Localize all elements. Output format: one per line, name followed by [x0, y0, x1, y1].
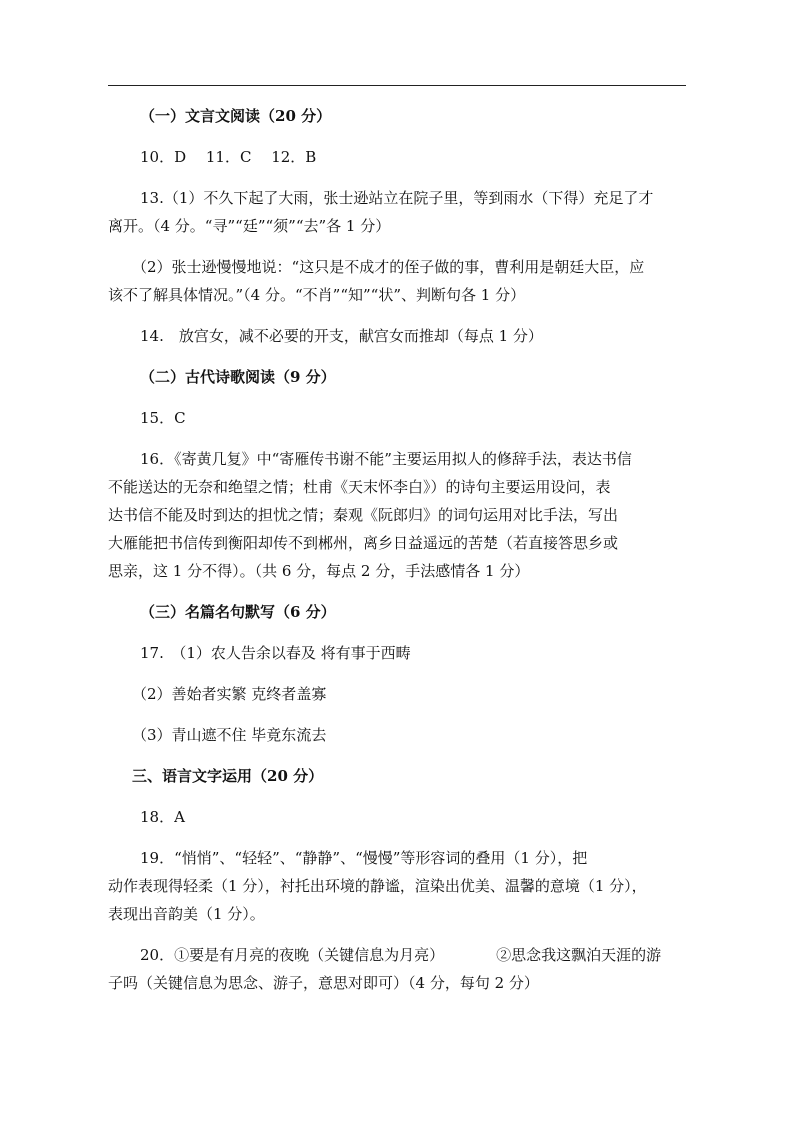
answer-q19-line3: 表现出音韵美（1 分）。: [108, 905, 265, 923]
answer-q16-line5: 思亲，这 1 分不得）。（共 6 分，每点 2 分，手法感情各 1 分）: [108, 562, 530, 580]
answer-q19-line2: 动作表现得轻柔（1 分），衬托出环境的静谧，渲染出优美、温馨的意境（1 分），: [108, 877, 647, 895]
header-rule: [108, 85, 686, 86]
answer-q16-line4: 大雁能把书信传到衡阳却传不到郴州，离乡日益遥远的苦楚（若直接答思乡或: [108, 534, 619, 552]
answer-q19-line1: 19．“悄悄”、“轻轻”、“静静”、“慢慢”等形容词的叠用（1 分），把: [140, 849, 588, 867]
answer-q13-2-line2: 该不了解具体情况。”（4 分。“不肖”“知”“状”、判断句各 1 分）: [108, 286, 526, 304]
answer-q16-line2: 不能送达的无奈和绝望之情；杜甫《天末怀李白》）的诗句主要运用设问，表: [108, 478, 611, 496]
answer-q13-1-line1: 13.（1）不久下起了大雨，张士逊站立在院子里，等到雨水（下得）充足了才: [140, 189, 654, 207]
answer-q17-2: （2）善始者实繁 克终者盖寡: [132, 685, 327, 703]
answer-q17-3: （3）青山遮不住 毕竟东流去: [132, 726, 327, 744]
section-heading-famous-lines: （三）名篇名句默写（6 分）: [140, 603, 336, 621]
answer-q14: 14. 放宫女，减不必要的开支，献宫女而推却（每点 1 分）: [140, 327, 543, 345]
answer-q20-line1: [140, 941, 688, 969]
section-heading-poetry: （二）古代诗歌阅读（9 分）: [140, 368, 336, 386]
part-heading-language-use: 三、语言文字运用（20 分）: [132, 767, 324, 785]
answer-q20-line2: 子吗（关键信息为思念、游子，意思对即可）（4 分，每句 2 分）: [108, 974, 539, 992]
answer-q17-1: 17. （1）农人告余以春及 将有事于西畴: [140, 644, 411, 662]
answer-q13-1-line2: 离开。（4 分。“寻”“廷”“须”“去”各 1 分）: [108, 217, 391, 235]
answer-q18: 18．A: [140, 808, 185, 826]
section-heading-classical-chinese: （一）文言文阅读（20 分）: [140, 107, 332, 125]
answer-q13-2-line1: （2）张士逊慢慢地说：“这只是不成才的侄子做的事，曹利用是朝廷大臣，应: [132, 258, 645, 276]
answer-q20-part2: ②思念我这飘泊天涯的游: [496, 946, 662, 964]
answer-key-body: [108, 102, 688, 997]
answer-q10-12: 10．D 11．C 12．B: [140, 148, 317, 166]
answer-q15: 15．C: [140, 409, 186, 427]
answer-q20-part1: 20．①要是有月亮的夜晚（关键信息为月亮）: [140, 946, 445, 964]
answer-q16-line3: 达书信不能及时到达的担忧之情；秦观《阮郎归》的词句运用对比手法，写出: [108, 506, 619, 524]
answer-q16-line1: 16．《寄黄几复》中“寄雁传书谢不能”主要运用拟人的修辞手法，表达书信: [140, 450, 632, 468]
